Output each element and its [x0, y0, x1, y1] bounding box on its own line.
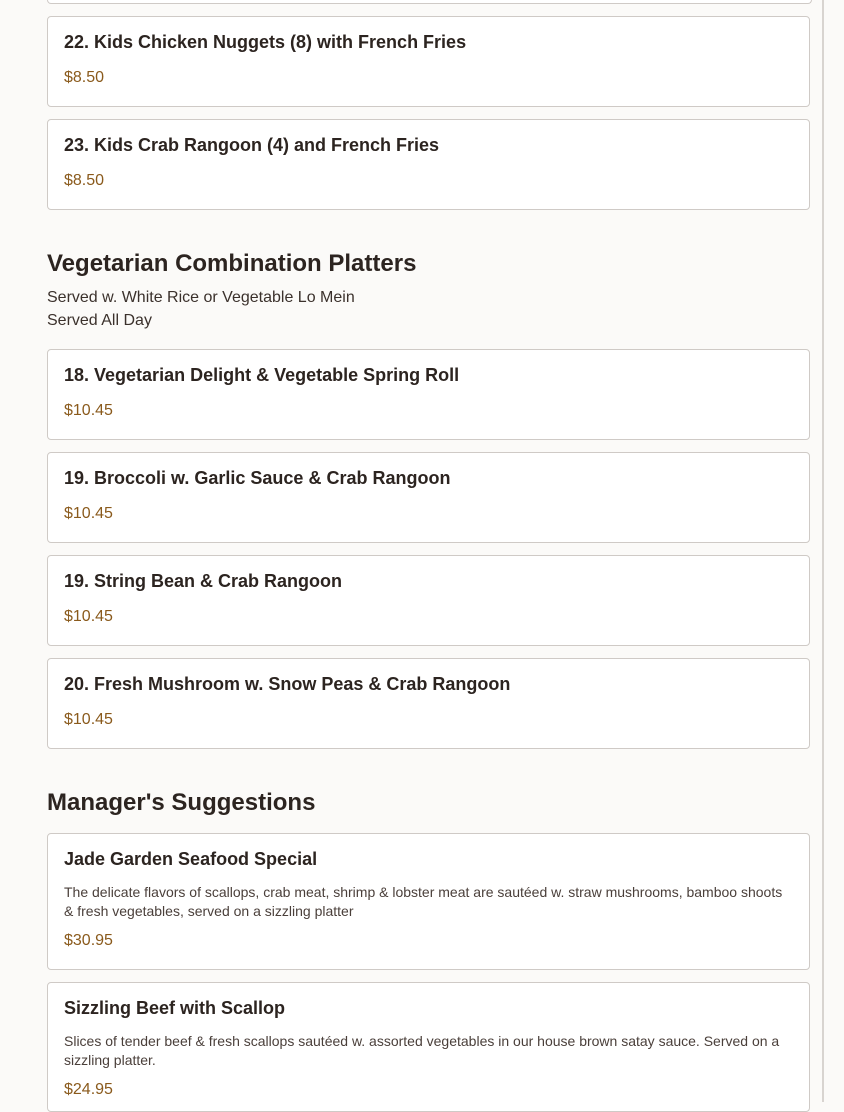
menu-item-price: $8.50 [64, 69, 105, 86]
menu-item-name: 22. Kids Chicken Nuggets (8) with French Fries [64, 32, 467, 52]
menu-item-name: 23. Kids Crab Rangoon (4) and French Fries [64, 135, 440, 155]
menu-item-name: 19. String Bean & Crab Rangoon [64, 571, 343, 591]
menu-item-description: The delicate flavors of scallops, crab meat, shrimp & lobster meat are sautéed w. straw mushrooms, bamboo shoots & fresh vegetables, served on a sizzling platter [64, 884, 783, 919]
menu-item-price: $30.95 [64, 932, 113, 949]
menu-item-price: $24.95 [64, 1081, 113, 1098]
section-note: Served w. White Rice or Vegetable Lo Mein [47, 289, 355, 306]
menu-item-name: Sizzling Beef with Scallop [64, 998, 286, 1018]
section-title-managers-suggestions: Manager's Suggestions [47, 789, 316, 816]
menu-item-price: $8.50 [64, 172, 105, 189]
menu-item-card[interactable] [47, 658, 810, 749]
menu-item-card[interactable] [47, 982, 810, 1112]
menu-item-name: Jade Garden Seafood Special [64, 849, 318, 869]
menu-item-card[interactable] [47, 555, 810, 646]
menu-item-price: $10.45 [64, 608, 113, 625]
menu-item-name: 19. Broccoli w. Garlic Sauce & Crab Rangoon [64, 468, 451, 488]
menu-item-description: Slices of tender beef & fresh scallops sautéed w. assorted vegetables in our house brown satay sauce. Served on a sizzling platter. [64, 1033, 780, 1068]
menu-item-card[interactable] [47, 349, 810, 440]
scrollbar-track[interactable] [822, 0, 824, 1102]
menu-item-card[interactable] [47, 833, 810, 970]
section-note: Served All Day [47, 312, 152, 329]
menu-item-name: 18. Vegetarian Delight & Vegetable Spring Roll [64, 365, 460, 385]
menu-item-card[interactable] [47, 16, 810, 107]
previous-menu-item-card[interactable] [47, 0, 812, 4]
section-title-vegetarian-combination-platters: Vegetarian Combination Platters [47, 250, 417, 277]
menu-item-card[interactable] [47, 119, 810, 210]
menu-item-price: $10.45 [64, 402, 113, 419]
menu-item-price: $10.45 [64, 505, 113, 522]
menu-item-name: 20. Fresh Mushroom w. Snow Peas & Crab Rangoon [64, 674, 511, 694]
menu-item-card[interactable] [47, 452, 810, 543]
menu-item-price: $10.45 [64, 711, 113, 728]
